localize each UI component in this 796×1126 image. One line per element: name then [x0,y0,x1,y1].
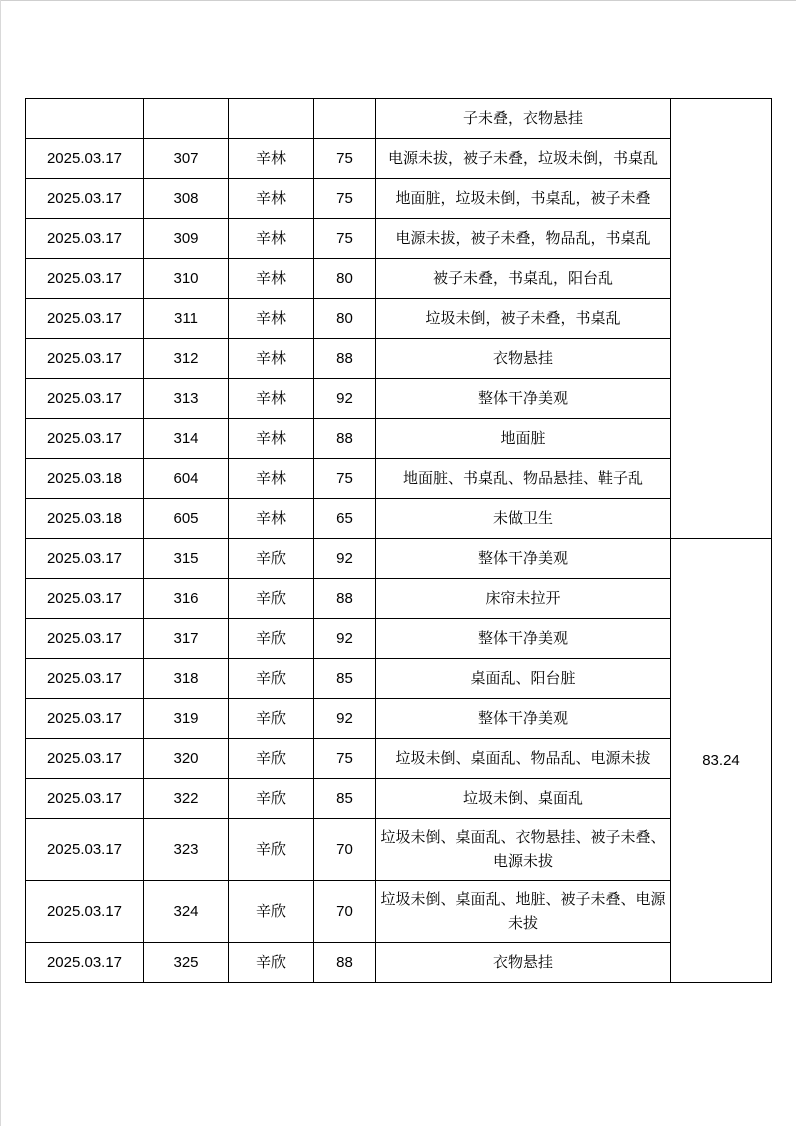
score-cell: 80 [314,259,376,299]
room-number-cell: 310 [144,259,229,299]
score-cell: 88 [314,579,376,619]
score-cell: 75 [314,459,376,499]
table-row [26,379,772,419]
date-cell: 2025.03.17 [26,379,144,419]
inspector-name-cell: 辛林 [229,419,314,459]
date-cell: 2025.03.17 [26,299,144,339]
inspector-name-cell: 辛林 [229,499,314,539]
score-cell: 75 [314,219,376,259]
room-number-cell: 314 [144,419,229,459]
remarks-cell: 垃圾未倒、桌面乱 [376,779,671,819]
inspector-name-cell: 辛欣 [229,779,314,819]
date-cell: 2025.03.17 [26,579,144,619]
table-body [26,99,772,983]
inspector-name-cell: 辛欣 [229,619,314,659]
table-row [26,619,772,659]
table-row [26,459,772,499]
remarks-cell: 垃圾未倒、桌面乱、地脏、被子未叠、电源未拔 [376,881,671,943]
room-number-cell: 309 [144,219,229,259]
table-row [26,819,772,881]
room-number-cell: 315 [144,539,229,579]
score-cell: 80 [314,299,376,339]
table-row [26,259,772,299]
room-number-cell: 318 [144,659,229,699]
score-cell: 92 [314,699,376,739]
date-cell: 2025.03.17 [26,419,144,459]
inspector-name-cell: 辛欣 [229,579,314,619]
date-cell: 2025.03.18 [26,459,144,499]
inspector-name-cell: 辛欣 [229,739,314,779]
room-number-cell: 308 [144,179,229,219]
date-cell: 2025.03.17 [26,259,144,299]
room-number-cell: 320 [144,739,229,779]
score-cell: 92 [314,619,376,659]
date-cell: 2025.03.17 [26,699,144,739]
remarks-cell: 整体干净美观 [376,619,671,659]
table-row [26,499,772,539]
table-row [26,219,772,259]
date-cell: 2025.03.17 [26,539,144,579]
room-number-cell: 325 [144,943,229,983]
score-cell: 88 [314,943,376,983]
room-number-cell: 605 [144,499,229,539]
score-cell: 65 [314,499,376,539]
remarks-cell: 衣物悬挂 [376,943,671,983]
remarks-cell: 整体干净美观 [376,539,671,579]
remarks-cell: 地面脏 [376,419,671,459]
table-row [26,943,772,983]
score-cell: 92 [314,539,376,579]
inspector-name-cell: 辛林 [229,139,314,179]
inspector-name-cell: 辛欣 [229,943,314,983]
date-cell: 2025.03.17 [26,659,144,699]
date-cell: 2025.03.17 [26,339,144,379]
room-number-cell: 316 [144,579,229,619]
date-cell: 2025.03.17 [26,739,144,779]
table-row [26,179,772,219]
table-row [26,881,772,943]
remarks-cell: 垃圾未倒、桌面乱、衣物悬挂、被子未叠、电源未拔 [376,819,671,881]
page-top-rule [0,0,796,1]
remarks-cell: 整体干净美观 [376,379,671,419]
date-cell [26,99,144,139]
score-cell: 88 [314,419,376,459]
inspector-name-cell: 辛林 [229,219,314,259]
table-row [26,659,772,699]
table-row [26,699,772,739]
remarks-cell: 未做卫生 [376,499,671,539]
room-number-cell: 604 [144,459,229,499]
score-cell: 85 [314,659,376,699]
room-number-cell: 322 [144,779,229,819]
table-row [26,579,772,619]
dorm-inspection-table [25,98,772,983]
inspector-name-cell: 辛欣 [229,659,314,699]
room-number-cell: 319 [144,699,229,739]
table-row [26,299,772,339]
date-cell: 2025.03.17 [26,943,144,983]
table-row [26,539,772,579]
date-cell: 2025.03.18 [26,499,144,539]
room-number-cell: 324 [144,881,229,943]
inspector-name-cell: 辛欣 [229,881,314,943]
room-number-cell: 307 [144,139,229,179]
remarks-cell: 地面脏、书桌乱、物品悬挂、鞋子乱 [376,459,671,499]
inspector-name-cell: 辛欣 [229,699,314,739]
score-cell: 70 [314,819,376,881]
average-score-cell: 83.24 [671,539,772,983]
score-cell: 70 [314,881,376,943]
room-number-cell: 312 [144,339,229,379]
table-row [26,99,772,139]
date-cell: 2025.03.17 [26,139,144,179]
inspector-name-cell: 辛林 [229,179,314,219]
inspector-name-cell: 辛林 [229,299,314,339]
room-number-cell: 317 [144,619,229,659]
remarks-cell: 地面脏，垃圾未倒，书桌乱，被子未叠 [376,179,671,219]
remarks-cell: 垃圾未倒、桌面乱、物品乱、电源未拔 [376,739,671,779]
table-row [26,779,772,819]
date-cell: 2025.03.17 [26,881,144,943]
page-left-rule [0,0,1,1126]
remarks-cell: 电源未拔，被子未叠，物品乱，书桌乱 [376,219,671,259]
room-number-cell [144,99,229,139]
inspector-name-cell: 辛欣 [229,539,314,579]
score-cell: 88 [314,339,376,379]
average-score-cell [671,99,772,539]
date-cell: 2025.03.17 [26,219,144,259]
score-cell: 75 [314,179,376,219]
inspector-name-cell: 辛林 [229,339,314,379]
remarks-cell: 电源未拔，被子未叠，垃圾未倒，书桌乱 [376,139,671,179]
inspector-name-cell: 辛欣 [229,819,314,881]
room-number-cell: 323 [144,819,229,881]
score-cell [314,99,376,139]
remarks-cell: 垃圾未倒，被子未叠，书桌乱 [376,299,671,339]
remarks-cell: 桌面乱、阳台脏 [376,659,671,699]
room-number-cell: 313 [144,379,229,419]
remarks-cell: 整体干净美观 [376,699,671,739]
date-cell: 2025.03.17 [26,779,144,819]
inspector-name-cell: 辛林 [229,379,314,419]
table-row [26,419,772,459]
score-cell: 92 [314,379,376,419]
table-row [26,739,772,779]
score-cell: 75 [314,739,376,779]
inspector-name-cell: 辛林 [229,459,314,499]
score-cell: 75 [314,139,376,179]
date-cell: 2025.03.17 [26,619,144,659]
date-cell: 2025.03.17 [26,179,144,219]
table-row [26,339,772,379]
remarks-cell: 床帘未拉开 [376,579,671,619]
remarks-cell: 子未叠，衣物悬挂 [376,99,671,139]
room-number-cell: 311 [144,299,229,339]
remarks-cell: 被子未叠，书桌乱，阳台乱 [376,259,671,299]
score-cell: 85 [314,779,376,819]
remarks-cell: 衣物悬挂 [376,339,671,379]
inspector-name-cell [229,99,314,139]
inspector-name-cell: 辛林 [229,259,314,299]
date-cell: 2025.03.17 [26,819,144,881]
table-row [26,139,772,179]
